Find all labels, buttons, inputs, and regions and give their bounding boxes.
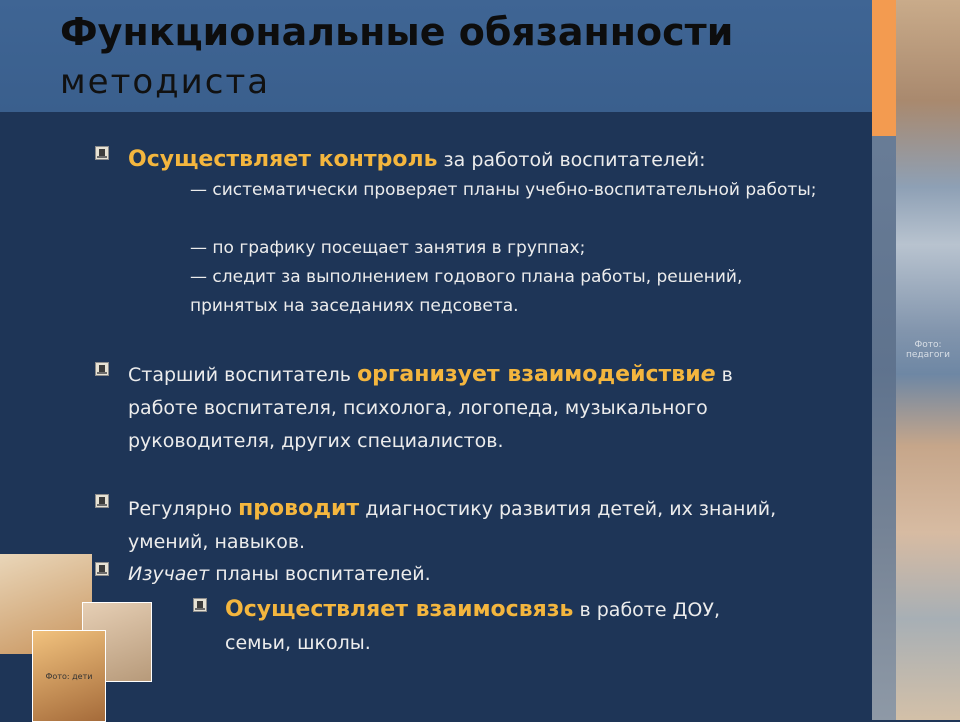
bullet-2-text [128, 358, 788, 458]
bullet-4-body: планы воспитателей. [209, 563, 431, 585]
bullet-5-body: в работе ДОУ, семьи, школы. [225, 599, 721, 654]
bullet-3-highlight: проводит [238, 496, 360, 521]
bullet-4-italic: Изучает [128, 563, 210, 585]
page-title: Функциональные обязанности [60, 10, 734, 54]
orange-accent-bar [872, 0, 896, 136]
bullet-3-prefix: Регулярно [128, 498, 239, 520]
people-photo-label: Фото: педагоги [906, 340, 950, 360]
bullet-1-body: за работой воспитателей: [437, 149, 706, 171]
bullet-1-subitem: — систематически проверяет планы учебно-воспитательной работы; [190, 180, 817, 200]
people-photo-overlay [872, 136, 896, 720]
bullet-5-highlight: Осуществляет взаимосвязь [225, 597, 574, 622]
bullet-icon [95, 146, 109, 160]
bullet-2-prefix: Старший воспитатель [128, 364, 358, 386]
bullet-3-body: диагностику развития детей, их знаний, умений, навыков. [128, 498, 777, 553]
bullet-1-text [128, 143, 868, 177]
title-header-bar [0, 0, 872, 112]
people-photo-panel [896, 0, 960, 720]
bullet-1-subitem: — следит за выполнением годового плана работы, решений, принятых на заседаниях педсовета. [190, 267, 743, 316]
bullet-1-subitem: — по графику посещает занятия в группах; [190, 238, 586, 258]
bullet-3-text [128, 492, 858, 559]
bullet-1-highlight: Осуществляет контроль [128, 147, 438, 172]
child-photo: Фото: дети [32, 630, 106, 722]
bullet-2-body: в работе воспитателя, психолога, логопеда, музыкального руководителя, других специалистов. [128, 364, 733, 452]
bullet-2-highlight-italic: е [700, 362, 716, 387]
bullet-2-highlight: организует взаимодействи [357, 362, 701, 387]
bullet-icon [95, 494, 109, 508]
page-subtitle: методиста [60, 62, 271, 102]
bullet-4-text [128, 558, 868, 591]
bullet-icon [193, 598, 207, 612]
children-photo-collage [0, 554, 165, 720]
bullet-5-text [225, 593, 785, 660]
bullet-icon [95, 362, 109, 376]
